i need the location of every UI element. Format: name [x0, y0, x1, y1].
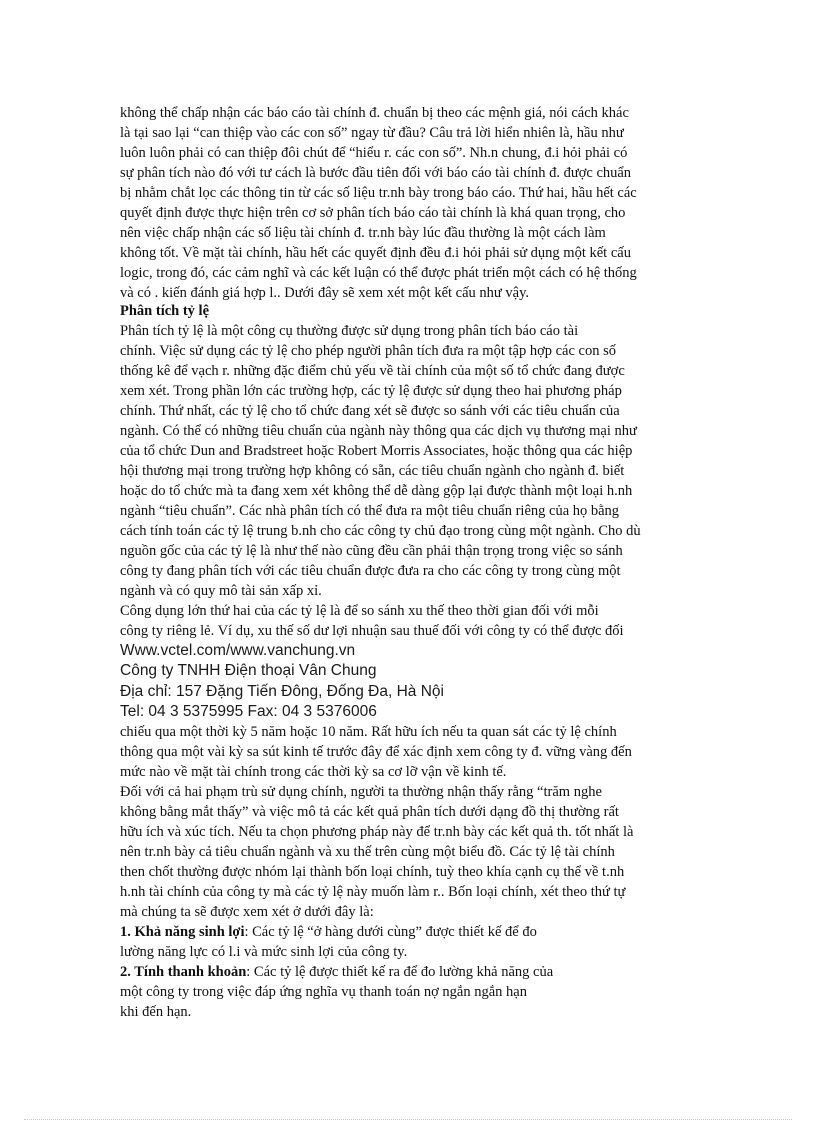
list-item-text: : Các tỷ lệ “ở hàng dưới cùng” được thiết kế để đo	[244, 924, 537, 940]
paragraph-line: công ty riêng lẻ. Ví dụ, xu thế số dư lợi nhuận sau thuế đối với công ty có thể được đối	[120, 623, 624, 639]
ad-address: Địa chỉ: 157 Đặng Tiến Đông, Đống Đa, Hà Nội	[120, 683, 444, 700]
ad-company: Công ty TNHH Điện thoại Vân Chung	[120, 662, 377, 679]
paragraph-line: hội thương mại trong trường hợp không có sẵn, các tiêu chuẩn ngành cho ngành đ. biết	[120, 463, 625, 479]
list-item-term: 1. Khả năng sinh lợi	[120, 924, 245, 940]
ad-website: Www.vctel.com/www.vanchung.vn	[120, 642, 356, 659]
paragraph-line: then chốt thường được nhóm lại thành bốn loại chính, tuỳ theo khía cạnh cụ thể về t.nh	[120, 864, 625, 880]
paragraph-line: và có . kiến đánh giá hợp l.. Dưới đây sẽ xem xét một kết cấu như vậy.	[120, 285, 530, 301]
paragraph-line: chiếu qua một thời kỳ 5 năm hoặc 10 năm. Rất hữu ích nếu ta quan sát các tỷ lệ chính	[120, 724, 617, 740]
paragraph-line: Phân tích tỷ lệ là một công cụ thường được sử dụng trong phân tích báo cáo tài	[120, 323, 579, 339]
page-break-divider	[24, 1119, 792, 1120]
paragraph-line: logic, trong đó, các cảm nghĩ và các kết luận có thể được phát triển một cách có hệ thống	[120, 265, 637, 281]
paragraph-line: thông qua một vài kỳ sa sút kinh tế trước đây để xác định xem công ty đ. vững vàng đến	[120, 744, 632, 760]
paragraph-line: nên tr.nh bày cả tiêu chuẩn ngành và xu thế trên cùng một biểu đồ. Các tỷ lệ tài chính	[120, 844, 615, 860]
paragraph-line: mà chúng ta sẽ được xem xét ở dưới đây là:	[120, 904, 374, 920]
ad-phone: Tel: 04 3 5375995 Fax: 04 3 5376006	[120, 703, 377, 720]
paragraph-line: không bằng mắt thấy” và việc mô tả các kết quả phân tích dưới dạng đồ thị thường rất	[120, 804, 619, 820]
list-item-text: : Các tỷ lệ được thiết kế ra để đo lường khả năng của	[246, 964, 554, 980]
paragraph-line: xem xét. Trong phần lớn các trường hợp, các tỷ lệ được sử dụng theo hai phương pháp	[120, 383, 622, 399]
list-item-continuation: lường năng lực có l.i và mức sinh lợi của công ty.	[120, 944, 408, 960]
paragraph-line: bị nhằm chắt lọc các thông tin từ các số liệu tr.nh bày trong báo cáo. Thứ hai, hầu hết các	[120, 185, 637, 201]
paragraph-line: không thể chấp nhận các báo cáo tài chính đ. chuẩn bị theo các mệnh giá, nói cách khác	[120, 105, 629, 121]
paragraph-line: chính. Việc sử dụng các tỷ lệ cho phép người phân tích đưa ra một tập hợp các con số	[120, 343, 616, 359]
paragraph-line: luôn luôn phải có can thiệp đôi chút để “hiểu r. các con số”. Nh.n chung, đ.i hỏi phải có	[120, 145, 628, 161]
paragraph-line: Đối với cả hai phạm trù sử dụng chính, người ta thường nhận thấy rằng “trăm nghe	[120, 784, 602, 800]
paragraph-line: ngành “tiêu chuẩn”. Các nhà phân tích có thể đưa ra một tiêu chuẩn riêng của họ bằng	[120, 503, 620, 519]
paragraph-line: nguồn gốc của các tỷ lệ là như thế nào cũng đều cần phải thận trọng trong việc so sánh	[120, 543, 623, 559]
list-item	[120, 923, 537, 941]
paragraph-line: Công dụng lớn thứ hai của các tỷ lệ là để so sánh xu thế theo thời gian đối với mỗi	[120, 603, 599, 619]
paragraph-line: ngành. Có thể có những tiêu chuẩn của ngành này thông qua các dịch vụ thương mại như	[120, 423, 637, 439]
paragraph-line: không tốt. Về mặt tài chính, hầu hết các quyết định đều đ.i hỏi phải sử dụng một kết cấu	[120, 245, 631, 261]
paragraph-line: hoặc do tổ chức mà ta đang xem xét không thể dễ dàng gộp lại được thành một loại h.nh	[120, 483, 633, 499]
paragraph-line: công ty đang phân tích với các tiêu chuẩn được đưa ra cho các công ty trong cùng một	[120, 563, 621, 579]
paragraph-line: cách tính toán các tỷ lệ trung b.nh cho các công ty chủ đạo trong cùng một ngành. Cho dù	[120, 523, 641, 539]
paragraph-line: là tại sao lại “can thiệp vào các con số” ngay từ đầu? Câu trả lời hiển nhiên là, hầu như	[120, 125, 624, 141]
list-item-continuation: khi đến hạn.	[120, 1004, 192, 1020]
paragraph-line: quyết định được thực hiện trên cơ sở phân tích báo cáo tài chính là khá quan trọng, cho	[120, 205, 626, 221]
paragraph-line: chính. Thứ nhất, các tỷ lệ cho tổ chức đang xét sẽ được so sánh với các tiêu chuẩn của	[120, 403, 620, 419]
paragraph-line: của tổ chức Dun and Bradstreet hoặc Robert Morris Associates, hoặc thông qua các hiệp	[120, 443, 633, 459]
paragraph-line: thống kê để vạch r. những đặc điểm chủ yếu về tài chính của một số tổ chức đang được	[120, 363, 625, 379]
paragraph-line: hữu ích và xúc tích. Nếu ta chọn phương pháp này để tr.nh bày các kết quả th. tốt nhất là	[120, 824, 634, 840]
list-item-continuation: một công ty trong việc đáp ứng nghĩa vụ thanh toán nợ ngắn ngắn hạn	[120, 984, 527, 1000]
list-item-term: 2. Tính thanh khoản	[120, 964, 247, 980]
paragraph-line: nên việc chấp nhận các số liệu tài chính đ. tr.nh bày lúc đầu thường là một cách làm	[120, 225, 606, 241]
list-item	[120, 963, 553, 981]
paragraph-line: mức nào về mặt tài chính trong các thời kỳ sa cơ lỡ vận về kinh tế.	[120, 764, 507, 780]
paragraph-line: h.nh tài chính của công ty mà các tỷ lệ này muốn làm r.. Bốn loại chính, xét theo thứ tự	[120, 884, 626, 900]
paragraph-line: ngành và có quy mô tài sản xấp xỉ.	[120, 583, 322, 599]
paragraph-line: sự phân tích nào đó với tư cách là bước đầu tiên đối với báo cáo tài chính đ. được chuẩn	[120, 165, 632, 181]
section-heading: Phân tích tỷ lệ	[120, 303, 210, 319]
